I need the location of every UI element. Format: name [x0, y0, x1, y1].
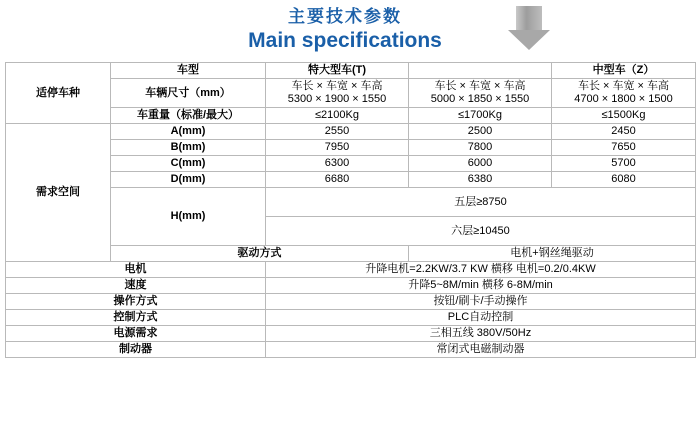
header-inner	[248, 0, 452, 53]
row-label-size: 车辆尺寸（mm）	[111, 79, 266, 108]
table-header-row	[6, 63, 696, 79]
row-label-c: C(mm)	[111, 156, 266, 172]
cell-size-t	[266, 79, 409, 108]
cell-size-l	[409, 79, 552, 108]
row-label-power: 电源需求	[6, 326, 266, 342]
cell-d-t: 6680	[266, 172, 409, 188]
row-label-operation: 操作方式	[6, 294, 266, 310]
page-header	[0, 0, 700, 62]
table-row	[6, 294, 696, 310]
cell-c-l: 6000	[409, 156, 552, 172]
arrow-stem	[516, 6, 542, 30]
cell-motor-value: 升降电机=2.2KW/3.7 KW 横移 电机=0.2/0.4KW	[266, 262, 696, 278]
cell-b-t: 7950	[266, 140, 409, 156]
row-label-weight: 车重量（标准/最大）	[111, 108, 266, 124]
cell-size-l-line2: 5000 × 1850 × 1550	[430, 93, 530, 105]
col-header-param: 车型	[111, 63, 266, 79]
cell-h-five-layer: 五层≥8750	[266, 188, 696, 217]
cell-drive-value: 电机+钢丝绳驱动	[409, 246, 696, 262]
cell-b-l: 7800	[409, 140, 552, 156]
row-label-d: D(mm)	[111, 172, 266, 188]
row-label-b: B(mm)	[111, 140, 266, 156]
cell-size-z-line2: 4700 × 1800 × 1500	[574, 93, 673, 105]
cell-d-z: 6080	[552, 172, 696, 188]
cell-size-z-line1: 车长 × 车宽 × 车高	[577, 80, 670, 92]
table-row	[6, 310, 696, 326]
cell-operation-value: 按钮/刷卡/手动操作	[266, 294, 696, 310]
arrow-head	[508, 30, 550, 50]
cell-size-t-line2: 5300 × 1900 × 1550	[287, 93, 387, 105]
table-row	[6, 262, 696, 278]
table-row	[6, 124, 696, 140]
cell-c-z: 5700	[552, 156, 696, 172]
col-header-medium: 中型车（Z）	[552, 63, 696, 79]
row-label-motor: 电机	[6, 262, 266, 278]
col-header-large	[409, 63, 552, 79]
row-label-a: A(mm)	[111, 124, 266, 140]
cell-speed-value: 升降5~8M/min 横移 6-8M/min	[266, 278, 696, 294]
cell-h-six-layer: 六层≥10450	[266, 217, 696, 246]
row-label-brake: 制动器	[6, 342, 266, 358]
cell-c-t: 6300	[266, 156, 409, 172]
cell-a-z: 2450	[552, 124, 696, 140]
table-row	[6, 326, 696, 342]
cell-weight-t: ≤2100Kg	[266, 108, 409, 124]
cell-d-l: 6380	[409, 172, 552, 188]
cell-b-z: 7650	[552, 140, 696, 156]
row-label-h: H(mm)	[111, 188, 266, 246]
row-label-speed: 速度	[6, 278, 266, 294]
section-label-space: 需求空间	[6, 124, 111, 262]
cell-a-l: 2500	[409, 124, 552, 140]
section-label-vehicle: 适停车种	[6, 63, 111, 124]
cell-control-value: PLC自动控制	[266, 310, 696, 326]
cell-a-t: 2550	[266, 124, 409, 140]
cell-size-t-line1: 车长 × 车宽 × 车高	[291, 80, 383, 92]
col-header-t-large: 特大型车(T)	[266, 63, 409, 79]
row-label-control: 控制方式	[6, 310, 266, 326]
cell-brake-value: 常闭式电磁制动器	[266, 342, 696, 358]
table-row	[6, 278, 696, 294]
cell-power-value: 三相五线 380V/50Hz	[266, 326, 696, 342]
page-title-en: Main specifications	[248, 29, 442, 52]
page-title-cn: 主要技术参数	[288, 7, 402, 26]
cell-size-l-line1: 车长 × 车宽 × 车高	[434, 80, 526, 92]
cell-size-z	[552, 79, 696, 108]
specifications-table	[5, 62, 696, 358]
cell-weight-l: ≤1700Kg	[409, 108, 552, 124]
table-row	[6, 342, 696, 358]
row-label-drive: 驱动方式	[111, 246, 409, 262]
cell-weight-z: ≤1500Kg	[552, 108, 696, 124]
